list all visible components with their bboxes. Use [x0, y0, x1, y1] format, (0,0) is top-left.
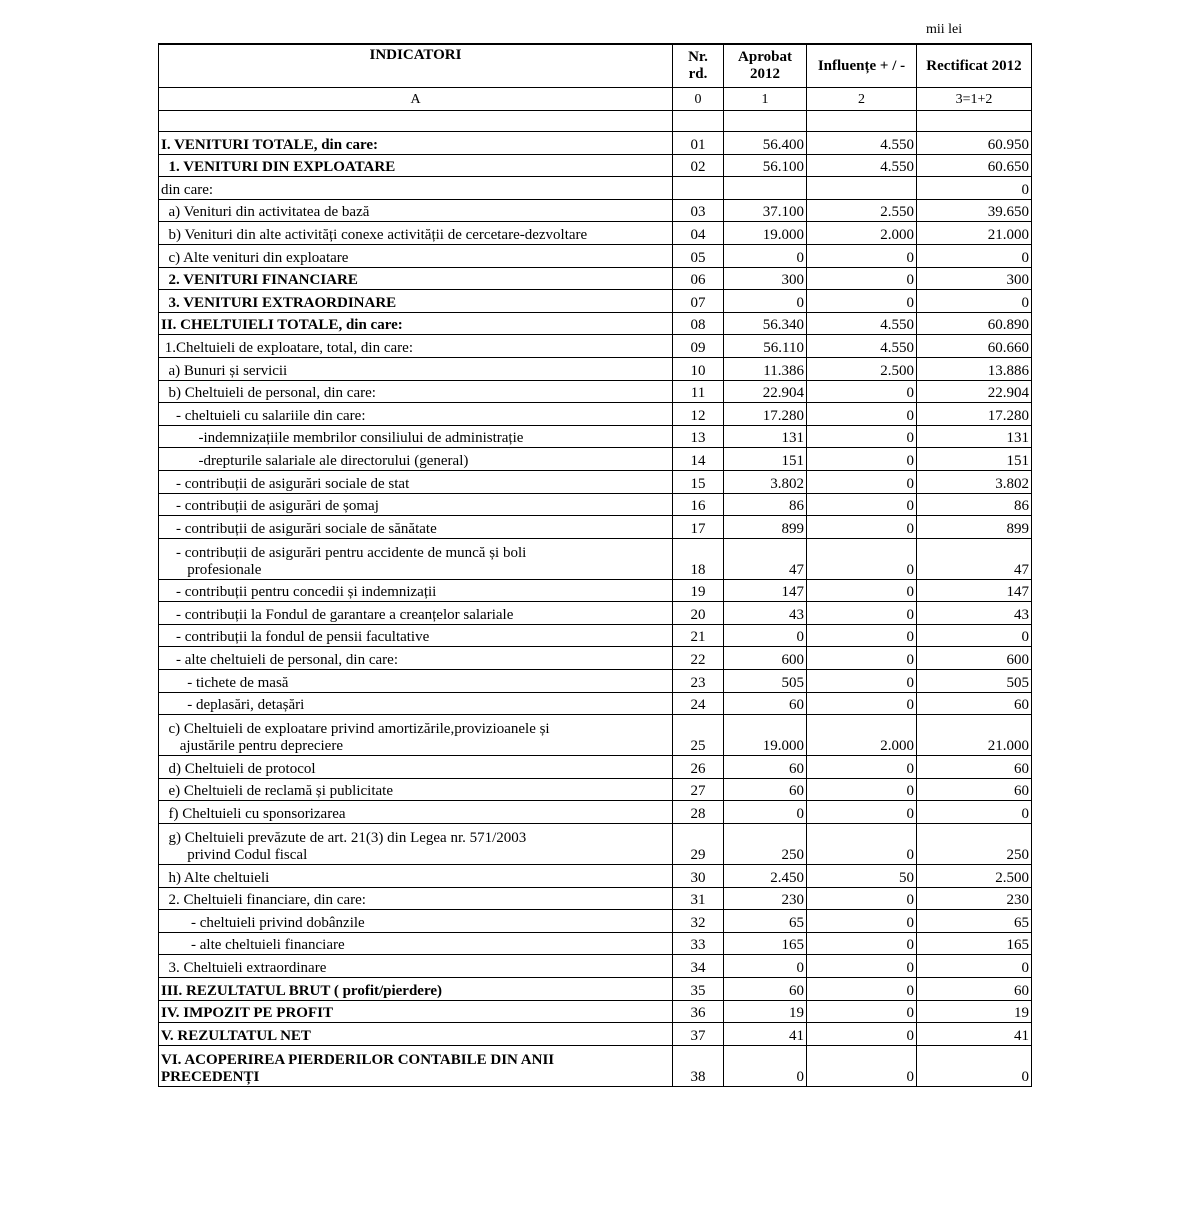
header-influences: Influențe + / - [807, 44, 917, 88]
value-rectified: 13.886 [917, 357, 1032, 380]
row-label: IV. IMPOZIT PE PROFIT [159, 1000, 673, 1023]
value-rectified: 19 [917, 1000, 1032, 1023]
row-label: II. CHELTUIELI TOTALE, din care: [159, 312, 673, 335]
table-row [159, 756, 1032, 779]
table-row [159, 778, 1032, 801]
value-approved: 0 [724, 624, 807, 647]
table-body [159, 111, 1032, 1087]
table-row [159, 801, 1032, 824]
value-approved: 60 [724, 756, 807, 779]
row-label: c) Cheltuieli de exploatare privind amortizările,provizioanele și ajustările pentru depreciere [159, 715, 673, 756]
row-label: - contribuții de asigurări pentru accidente de muncă și boli profesionale [159, 538, 673, 579]
value-rectified: 505 [917, 670, 1032, 693]
row-label: V. REZULTATUL NET [159, 1023, 673, 1046]
value-approved: 22.904 [724, 380, 807, 403]
value-rectified: 60.650 [917, 154, 1032, 177]
row-number: 04 [673, 222, 724, 245]
table-row [159, 579, 1032, 602]
table-row [159, 955, 1032, 978]
value-influence: 4.550 [807, 312, 917, 335]
row-label: -indemnizațiile membrilor consiliului de administrație [159, 425, 673, 448]
row-label: f) Cheltuieli cu sponsorizarea [159, 801, 673, 824]
header-row-number: Nr. rd. [673, 44, 724, 88]
value-influence: 0 [807, 1023, 917, 1046]
table-row [159, 932, 1032, 955]
value-approved: 505 [724, 670, 807, 693]
value-influence: 50 [807, 865, 917, 888]
value-approved: 19.000 [724, 715, 807, 756]
value-approved: 0 [724, 955, 807, 978]
value-approved: 60 [724, 778, 807, 801]
row-label: 3. VENITURI EXTRAORDINARE [159, 290, 673, 313]
value-influence: 0 [807, 670, 917, 693]
row-number: 02 [673, 154, 724, 177]
value-rectified: 230 [917, 887, 1032, 910]
value-influence: 0 [807, 756, 917, 779]
value-influence: 0 [807, 910, 917, 933]
row-number [673, 177, 724, 200]
table-row [159, 647, 1032, 670]
table-row [159, 516, 1032, 539]
row-number: 21 [673, 624, 724, 647]
row-number: 28 [673, 801, 724, 824]
subheader-2: 2 [807, 88, 917, 111]
table-subheader-row [159, 88, 1032, 111]
value-approved: 899 [724, 516, 807, 539]
row-number: 06 [673, 267, 724, 290]
value-approved: 11.386 [724, 357, 807, 380]
row-number: 11 [673, 380, 724, 403]
row-number: 27 [673, 778, 724, 801]
row-label: 2. VENITURI FINANCIARE [159, 267, 673, 290]
value-rectified: 165 [917, 932, 1032, 955]
row-number: 13 [673, 425, 724, 448]
value-rectified: 60 [917, 778, 1032, 801]
value-rectified: 60.890 [917, 312, 1032, 335]
value-influence: 0 [807, 267, 917, 290]
value-rectified: 39.650 [917, 199, 1032, 222]
value-influence: 0 [807, 470, 917, 493]
value-approved: 65 [724, 910, 807, 933]
value-influence: 0 [807, 1000, 917, 1023]
table-row [159, 865, 1032, 888]
value-rectified: 60 [917, 756, 1032, 779]
row-number: 16 [673, 493, 724, 516]
row-number: 35 [673, 978, 724, 1001]
row-label: - cheltuieli privind dobânzile [159, 910, 673, 933]
value-rectified: 0 [917, 955, 1032, 978]
value-approved: 0 [724, 801, 807, 824]
value-rectified: 3.802 [917, 470, 1032, 493]
row-label: - contribuții la fondul de pensii facultative [159, 624, 673, 647]
value-approved: 300 [724, 267, 807, 290]
value-approved: 131 [724, 425, 807, 448]
table-row [159, 244, 1032, 267]
header-rectified: Rectificat 2012 [917, 44, 1032, 88]
value-influence: 4.550 [807, 335, 917, 358]
value-approved: 151 [724, 448, 807, 471]
row-number: 30 [673, 865, 724, 888]
subheader-1: 1 [724, 88, 807, 111]
table-row [159, 1000, 1032, 1023]
row-number: 09 [673, 335, 724, 358]
value-approved: 0 [724, 290, 807, 313]
value-approved: 60 [724, 978, 807, 1001]
row-number: 38 [673, 1045, 724, 1086]
value-rectified: 151 [917, 448, 1032, 471]
row-number: 17 [673, 516, 724, 539]
value-approved [724, 177, 807, 200]
spacer-row [159, 111, 1032, 132]
value-rectified: 0 [917, 624, 1032, 647]
value-influence: 0 [807, 692, 917, 715]
value-rectified: 147 [917, 579, 1032, 602]
row-label: 1.Cheltuieli de exploatare, total, din care: [159, 335, 673, 358]
value-rectified: 60 [917, 692, 1032, 715]
value-rectified: 600 [917, 647, 1032, 670]
table-row [159, 824, 1032, 865]
row-label: din care: [159, 177, 673, 200]
row-label: -drepturile salariale ale directorului (general) [159, 448, 673, 471]
value-rectified: 0 [917, 801, 1032, 824]
table-header-row [159, 44, 1032, 88]
table-row [159, 978, 1032, 1001]
row-number: 25 [673, 715, 724, 756]
row-number: 33 [673, 932, 724, 955]
value-approved: 0 [724, 244, 807, 267]
value-rectified: 0 [917, 1045, 1032, 1086]
row-label: - contribuții de asigurări de șomaj [159, 493, 673, 516]
value-rectified: 43 [917, 602, 1032, 625]
row-number: 01 [673, 132, 724, 155]
value-approved: 56.100 [724, 154, 807, 177]
table-row [159, 602, 1032, 625]
value-approved: 0 [724, 1045, 807, 1086]
value-influence: 0 [807, 647, 917, 670]
row-number: 29 [673, 824, 724, 865]
value-influence: 2.000 [807, 222, 917, 245]
value-rectified: 250 [917, 824, 1032, 865]
table-row [159, 199, 1032, 222]
row-label: b) Venituri din alte activități conexe activității de cercetare-dezvoltare [159, 222, 673, 245]
table-row [159, 222, 1032, 245]
row-label: h) Alte cheltuieli [159, 865, 673, 888]
value-influence: 0 [807, 516, 917, 539]
row-number: 12 [673, 403, 724, 426]
table-row [159, 132, 1032, 155]
value-rectified: 2.500 [917, 865, 1032, 888]
value-influence: 4.550 [807, 154, 917, 177]
row-label: g) Cheltuieli prevăzute de art. 21(3) din Legea nr. 571/2003 privind Codul fiscal [159, 824, 673, 865]
table-row [159, 538, 1032, 579]
value-approved: 47 [724, 538, 807, 579]
row-label: a) Bunuri și servicii [159, 357, 673, 380]
row-number: 31 [673, 887, 724, 910]
value-influence: 0 [807, 955, 917, 978]
row-number: 32 [673, 910, 724, 933]
row-number: 37 [673, 1023, 724, 1046]
header-approved: Aprobat 2012 [724, 44, 807, 88]
row-label: III. REZULTATUL BRUT ( profit/pierdere) [159, 978, 673, 1001]
subheader-3: 3=1+2 [917, 88, 1032, 111]
row-label: e) Cheltuieli de reclamă și publicitate [159, 778, 673, 801]
row-number: 14 [673, 448, 724, 471]
row-label: - alte cheltuieli financiare [159, 932, 673, 955]
value-rectified: 60.950 [917, 132, 1032, 155]
row-label: - deplasări, detașări [159, 692, 673, 715]
row-label: c) Alte venituri din exploatare [159, 244, 673, 267]
value-influence: 0 [807, 887, 917, 910]
value-approved: 2.450 [724, 865, 807, 888]
row-number: 36 [673, 1000, 724, 1023]
row-number: 20 [673, 602, 724, 625]
value-influence: 0 [807, 538, 917, 579]
row-number: 03 [673, 199, 724, 222]
value-rectified: 0 [917, 290, 1032, 313]
value-influence: 0 [807, 244, 917, 267]
value-influence: 0 [807, 978, 917, 1001]
row-number: 05 [673, 244, 724, 267]
row-label: 1. VENITURI DIN EXPLOATARE [159, 154, 673, 177]
table-row [159, 624, 1032, 647]
value-approved: 19 [724, 1000, 807, 1023]
value-approved: 41 [724, 1023, 807, 1046]
value-influence: 2.550 [807, 199, 917, 222]
row-label: 3. Cheltuieli extraordinare [159, 955, 673, 978]
value-rectified: 65 [917, 910, 1032, 933]
value-approved: 86 [724, 493, 807, 516]
value-influence: 0 [807, 579, 917, 602]
value-influence: 0 [807, 624, 917, 647]
row-number: 15 [673, 470, 724, 493]
row-label: b) Cheltuieli de personal, din care: [159, 380, 673, 403]
table-row [159, 335, 1032, 358]
row-number: 18 [673, 538, 724, 579]
value-approved: 19.000 [724, 222, 807, 245]
table-row [159, 715, 1032, 756]
row-label: - cheltuieli cu salariile din care: [159, 403, 673, 426]
table-row [159, 312, 1032, 335]
table-row [159, 493, 1032, 516]
value-rectified: 899 [917, 516, 1032, 539]
table-row [159, 154, 1032, 177]
value-approved: 3.802 [724, 470, 807, 493]
value-approved: 60 [724, 692, 807, 715]
value-influence: 0 [807, 380, 917, 403]
table-row [159, 425, 1032, 448]
value-approved: 56.110 [724, 335, 807, 358]
value-rectified: 300 [917, 267, 1032, 290]
value-rectified: 21.000 [917, 715, 1032, 756]
budget-table [158, 43, 1032, 1087]
row-number: 19 [673, 579, 724, 602]
value-influence: 0 [807, 602, 917, 625]
value-rectified: 0 [917, 244, 1032, 267]
row-number: 24 [673, 692, 724, 715]
row-number: 07 [673, 290, 724, 313]
value-rectified: 86 [917, 493, 1032, 516]
table-row [159, 380, 1032, 403]
value-approved: 600 [724, 647, 807, 670]
row-label: - contribuții de asigurări sociale de sănătate [159, 516, 673, 539]
subheader-0: 0 [673, 88, 724, 111]
row-number: 34 [673, 955, 724, 978]
table-row [159, 403, 1032, 426]
row-number: 10 [673, 357, 724, 380]
value-approved: 250 [724, 824, 807, 865]
row-number: 22 [673, 647, 724, 670]
table-row [159, 267, 1032, 290]
header-indicator: INDICATORI [159, 44, 673, 88]
value-influence: 0 [807, 403, 917, 426]
value-approved: 147 [724, 579, 807, 602]
row-label: a) Venituri din activitatea de bază [159, 199, 673, 222]
row-label: - tichete de masă [159, 670, 673, 693]
value-approved: 165 [724, 932, 807, 955]
table-row [159, 470, 1032, 493]
value-influence: 0 [807, 290, 917, 313]
value-influence: 0 [807, 425, 917, 448]
row-label: 2. Cheltuieli financiare, din care: [159, 887, 673, 910]
value-rectified: 0 [917, 177, 1032, 200]
table-row [159, 290, 1032, 313]
value-rectified: 21.000 [917, 222, 1032, 245]
value-approved: 56.340 [724, 312, 807, 335]
value-rectified: 131 [917, 425, 1032, 448]
subheader-a: A [159, 88, 673, 111]
table-row [159, 670, 1032, 693]
table-row [159, 910, 1032, 933]
table-row [159, 1023, 1032, 1046]
value-influence: 0 [807, 801, 917, 824]
row-label: VI. ACOPERIREA PIERDERILOR CONTABILE DIN ANII PRECEDENȚI [159, 1045, 673, 1086]
value-influence: 0 [807, 932, 917, 955]
row-label: - contribuții la Fondul de garantare a creanțelor salariale [159, 602, 673, 625]
value-influence: 4.550 [807, 132, 917, 155]
row-label: d) Cheltuieli de protocol [159, 756, 673, 779]
row-number: 23 [673, 670, 724, 693]
value-influence [807, 177, 917, 200]
unit-note: mii lei [926, 22, 963, 37]
value-rectified: 17.280 [917, 403, 1032, 426]
value-influence: 0 [807, 448, 917, 471]
value-influence: 2.500 [807, 357, 917, 380]
table-row [159, 692, 1032, 715]
value-rectified: 41 [917, 1023, 1032, 1046]
value-approved: 230 [724, 887, 807, 910]
value-influence: 0 [807, 778, 917, 801]
row-number: 08 [673, 312, 724, 335]
value-rectified: 60.660 [917, 335, 1032, 358]
table-row [159, 357, 1032, 380]
row-label: - contribuții de asigurări sociale de stat [159, 470, 673, 493]
row-label: I. VENITURI TOTALE, din care: [159, 132, 673, 155]
value-approved: 56.400 [724, 132, 807, 155]
value-approved: 37.100 [724, 199, 807, 222]
row-label: - alte cheltuieli de personal, din care: [159, 647, 673, 670]
value-approved: 17.280 [724, 403, 807, 426]
value-rectified: 47 [917, 538, 1032, 579]
value-influence: 0 [807, 493, 917, 516]
value-rectified: 22.904 [917, 380, 1032, 403]
row-label: - contribuții pentru concedii și indemnizații [159, 579, 673, 602]
table-row [159, 177, 1032, 200]
value-influence: 0 [807, 1045, 917, 1086]
value-influence: 2.000 [807, 715, 917, 756]
table-row [159, 448, 1032, 471]
value-approved: 43 [724, 602, 807, 625]
row-number: 26 [673, 756, 724, 779]
value-rectified: 60 [917, 978, 1032, 1001]
table-row [159, 1045, 1032, 1086]
value-influence: 0 [807, 824, 917, 865]
table-row [159, 887, 1032, 910]
